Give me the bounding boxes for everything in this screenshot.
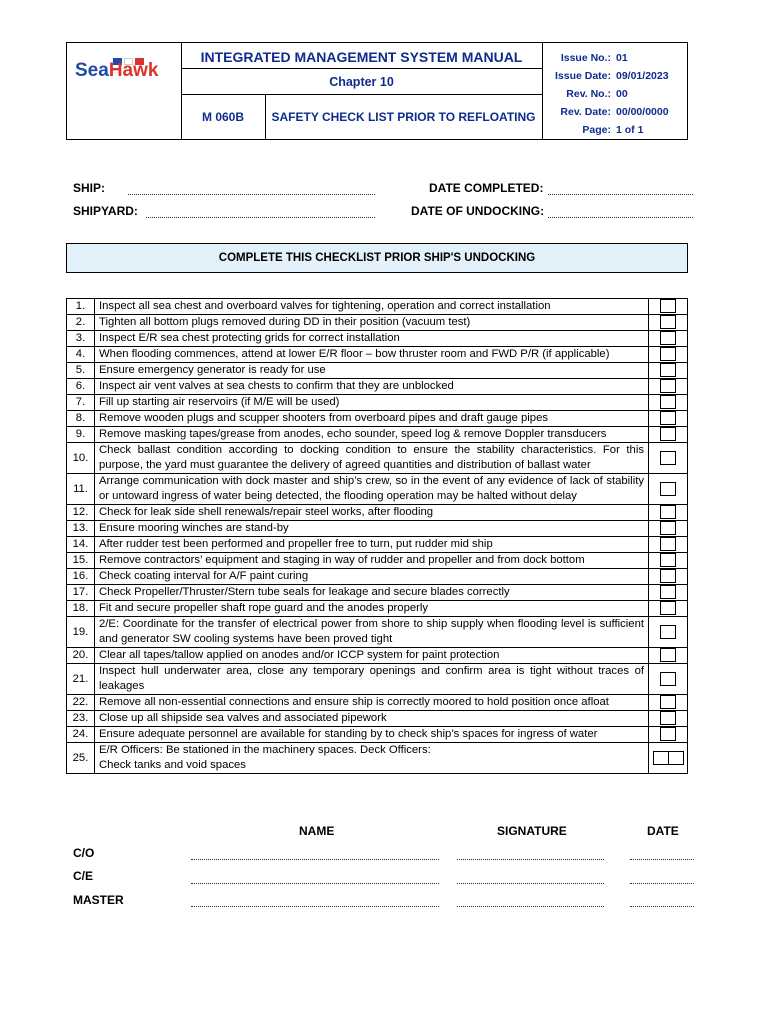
item-number: 1. (67, 299, 95, 315)
checklist-row (67, 617, 688, 648)
item-number: 24. (67, 727, 95, 743)
document-title: SAFETY CHECK LIST PRIOR TO REFLOATING (271, 110, 536, 124)
item-number: 22. (67, 695, 95, 711)
item-number: 23. (67, 711, 95, 727)
checkbox[interactable] (660, 427, 676, 441)
item-text: 2/E: Coordinate for the transfer of electrical power from shore to ship supply when flooding level is sufficient and generator SW cooling systems have been proved tight (95, 617, 649, 648)
checklist-row (67, 521, 688, 537)
name-header: NAME (299, 824, 335, 838)
checklist-row (67, 505, 688, 521)
date-header: DATE (647, 824, 679, 838)
checklist-row (67, 695, 688, 711)
item-text: Close up all shipside sea valves and associated pipework (95, 711, 649, 727)
document-code: M 060B (181, 95, 266, 139)
document-meta (543, 49, 687, 139)
check-cell (649, 443, 688, 474)
checkbox[interactable] (660, 601, 676, 615)
master-signature-field[interactable] (457, 906, 604, 907)
checklist-row (67, 585, 688, 601)
ship-field[interactable] (128, 194, 375, 195)
item-number: 6. (67, 379, 95, 395)
checkbox[interactable] (660, 569, 676, 583)
checkbox[interactable] (660, 299, 676, 313)
item-number: 11. (67, 474, 95, 505)
checklist-row (67, 331, 688, 347)
item-number: 17. (67, 585, 95, 601)
meta-rev-date: Rev. Date: 00/00/0000 (560, 106, 669, 118)
checkbox[interactable] (660, 537, 676, 551)
checkbox[interactable] (660, 648, 676, 662)
item-text: Ensure emergency generator is ready for use (95, 363, 649, 379)
checklist-row (67, 601, 688, 617)
item-text: Check ballast condition according to docking condition to ensure the stability characteristics. For this purpose, the yard must guarantee the delivery of agreed quantities and distribution of ballast water (95, 443, 649, 474)
checkbox[interactable] (660, 482, 676, 496)
checkbox[interactable] (660, 585, 676, 599)
checkbox[interactable] (660, 521, 676, 535)
check-cell (649, 521, 688, 537)
check-cell (649, 553, 688, 569)
item-text: Inspect hull underwater area, close any temporary openings and confirm area is tight without traces of leakages (95, 664, 649, 695)
co-signature-field[interactable] (457, 859, 604, 860)
checkbox[interactable] (660, 727, 676, 741)
check-cell (649, 299, 688, 315)
checklist-row (67, 347, 688, 363)
item-number: 16. (67, 569, 95, 585)
check-cell (649, 585, 688, 601)
item-text: Remove contractors’ equipment and staging in way of rudder and propeller and from dock bottom (95, 553, 649, 569)
checkbox[interactable] (660, 711, 676, 725)
check-cell (649, 711, 688, 727)
check-cell (649, 601, 688, 617)
checklist-row (67, 648, 688, 664)
co-date-field[interactable] (630, 859, 694, 860)
checklist-row (67, 743, 688, 774)
check-cell (649, 569, 688, 585)
item-number: 8. (67, 411, 95, 427)
item-text: Fit and secure propeller shaft rope guard and the anodes properly (95, 601, 649, 617)
checklist-table (66, 298, 688, 774)
co-name-field[interactable] (191, 859, 439, 860)
checkbox[interactable] (660, 411, 676, 425)
item-number: 19. (67, 617, 95, 648)
item-text (95, 743, 649, 774)
checklist-row (67, 363, 688, 379)
item-text: Check coating interval for A/F paint curing (95, 569, 649, 585)
check-cell (649, 331, 688, 347)
ce-name-field[interactable] (191, 883, 439, 884)
checkbox[interactable] (660, 553, 676, 567)
check-cell (649, 537, 688, 553)
item-text-line: E/R Officers: Be stationed in the machinery spaces. Deck Officers: (99, 744, 431, 756)
item-text: Remove masking tapes/grease from anodes, echo sounder, speed log & remove Doppler transducers (95, 427, 649, 443)
item-number: 15. (67, 553, 95, 569)
check-cell (649, 727, 688, 743)
checklist-row (67, 443, 688, 474)
checklist-row (67, 395, 688, 411)
checklist-row (67, 553, 688, 569)
checklist-row (67, 411, 688, 427)
date-undocking-field[interactable] (548, 217, 693, 218)
item-text: Arrange communication with dock master and ship’s crew, so in the event of any evidence of lack of stability or untoward ingress of water being detected, the flooding operation may be halted without delay (95, 474, 649, 505)
item-text: Fill up starting air reservoirs (if M/E will be used) (95, 395, 649, 411)
check-cell (649, 395, 688, 411)
checkbox[interactable] (660, 625, 676, 639)
meta-rev-no: Rev. No.: 00 (566, 88, 628, 100)
item-text: After rudder test been performed and propeller free to turn, put rudder mid ship (95, 537, 649, 553)
role-master: MASTER (73, 893, 124, 907)
item-number: 21. (67, 664, 95, 695)
date-completed-label: DATE COMPLETED: (429, 181, 544, 195)
item-number: 9. (67, 427, 95, 443)
item-number: 2. (67, 315, 95, 331)
checklist-row (67, 664, 688, 695)
item-text: Inspect air vent valves at sea chests to confirm that they are unblocked (95, 379, 649, 395)
item-text: Ensure mooring winches are stand-by (95, 521, 649, 537)
check-cell (649, 617, 688, 648)
item-text: Check for leak side shell renewals/repair steel works, after flooding (95, 505, 649, 521)
check-cell (649, 379, 688, 395)
checkbox[interactable] (669, 751, 684, 765)
item-text: Remove all non-essential connections and ensure ship is correctly moored to hold position once afloat (95, 695, 649, 711)
checkbox[interactable] (660, 347, 676, 361)
seahawk-logo: SeaHawk (75, 60, 159, 81)
checklist-row (67, 299, 688, 315)
check-cell (649, 648, 688, 664)
check-cell (649, 505, 688, 521)
checkbox[interactable] (660, 672, 676, 686)
role-co: C/O (73, 846, 95, 860)
checkbox[interactable] (660, 395, 676, 409)
item-number: 18. (67, 601, 95, 617)
check-cell (649, 743, 688, 774)
meta-issue-date: Issue Date: 09/01/2023 (554, 70, 669, 82)
ce-date-field[interactable] (630, 883, 694, 884)
checklist-row (67, 315, 688, 331)
check-cell (649, 474, 688, 505)
checklist-row (67, 474, 688, 505)
item-number: 5. (67, 363, 95, 379)
item-text: Check Propeller/Thruster/Stern tube seals for leakage and secure blades correctly (95, 585, 649, 601)
item-number: 20. (67, 648, 95, 664)
item-number: 4. (67, 347, 95, 363)
instruction-banner: COMPLETE THIS CHECKLIST PRIOR SHIP'S UNDOCKING (66, 243, 688, 273)
chapter-title: Chapter 10 (181, 69, 542, 95)
item-text: Clear all tapes/tallow applied on anodes and/or ICCP system for paint protection (95, 648, 649, 664)
checkbox[interactable] (660, 315, 676, 329)
check-cell (649, 347, 688, 363)
checkbox[interactable] (660, 363, 676, 377)
title-cell (181, 43, 543, 139)
meta-issue-no: Issue No.: 01 (560, 52, 628, 64)
checkbox[interactable] (660, 505, 676, 519)
logo-cell (67, 43, 182, 139)
master-name-field[interactable] (191, 906, 439, 907)
item-text-line: Check tanks and void spaces (99, 759, 246, 771)
item-number: 25. (67, 743, 95, 774)
check-cell (649, 695, 688, 711)
ce-signature-field[interactable] (457, 883, 604, 884)
item-text: Ensure adequate personnel are available for standing by to check ship’s spaces for ingress of water (95, 727, 649, 743)
document-header (66, 42, 688, 140)
date-undocking-label: DATE OF UNDOCKING: (411, 204, 545, 218)
checkbox[interactable] (660, 379, 676, 393)
shipyard-field[interactable] (146, 217, 375, 218)
role-ce: C/E (73, 869, 94, 883)
item-number: 7. (67, 395, 95, 411)
checklist-row (67, 727, 688, 743)
date-completed-field[interactable] (548, 194, 693, 195)
check-cell (649, 411, 688, 427)
check-cell (649, 363, 688, 379)
meta-page: Page: 1 of 1 (582, 124, 644, 136)
checklist-row (67, 711, 688, 727)
checkbox[interactable] (653, 751, 669, 765)
checklist-row (67, 427, 688, 443)
item-text: When flooding commences, attend at lower E/R floor – bow thruster room and FWD P/R (if applicable) (95, 347, 649, 363)
item-text: Inspect E/R sea chest protecting grids for correct installation (95, 331, 649, 347)
checkbox[interactable] (660, 331, 676, 345)
checkbox[interactable] (660, 695, 676, 709)
shipyard-label: SHIPYARD: (73, 204, 138, 218)
item-number: 12. (67, 505, 95, 521)
item-number: 10. (67, 443, 95, 474)
item-text: Tighten all bottom plugs removed during DD in their position (vacuum test) (95, 315, 649, 331)
check-cell (649, 315, 688, 331)
ship-label: SHIP: (73, 181, 106, 195)
check-cell (649, 427, 688, 443)
item-text: Inspect all sea chest and overboard valves for tightening, operation and correct installation (95, 299, 649, 315)
item-number: 3. (67, 331, 95, 347)
checklist-row (67, 537, 688, 553)
check-cell (649, 664, 688, 695)
master-date-field[interactable] (630, 906, 694, 907)
manual-title: INTEGRATED MANAGEMENT SYSTEM MANUAL (181, 43, 542, 69)
item-number: 14. (67, 537, 95, 553)
checklist-row (67, 569, 688, 585)
checkbox[interactable] (660, 451, 676, 465)
item-text: Remove wooden plugs and scupper shooters from overboard pipes and draft gauge pipes (95, 411, 649, 427)
item-number: 13. (67, 521, 95, 537)
signature-header: SIGNATURE (497, 824, 567, 838)
checklist-row (67, 379, 688, 395)
